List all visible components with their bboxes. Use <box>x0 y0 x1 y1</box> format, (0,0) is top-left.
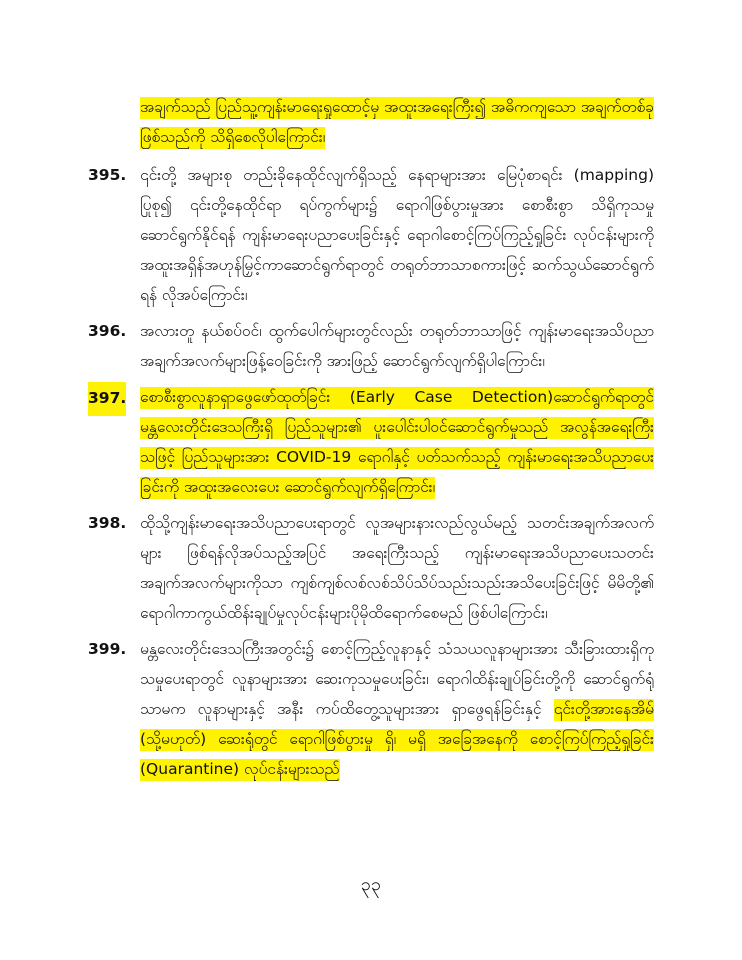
paragraph-number: 398. <box>88 514 127 532</box>
paragraph-395 <box>88 160 654 310</box>
paragraph-398 <box>88 508 654 628</box>
paragraph-number: 395. <box>88 166 127 184</box>
highlighted-text: အချက်သည် ပြည်သူ့ကျန်းမာရေးရှုထောင့်မှ အထူးအရေးကြီး၍ အဓိကကျသော အချက်တစ်ခုဖြစ်သည်ကို သိရှိစေလိုပါကြောင်း၊ <box>140 97 654 149</box>
paragraph-number: 396. <box>88 322 127 340</box>
paragraph-number: 399. <box>88 640 127 658</box>
paragraph-continuation <box>88 92 654 152</box>
highlighted-text: စောစီးစွာလူနာရှာဖွေဖော်ထုတ်ခြင်း (Early Case Detection)ဆောင်ရွက်ရာတွင် မန္တလေးတိုင်းဒေသကြီးရှိ ပြည်သူများ၏ ပူးပေါင်းပါဝင်ဆောင်ရွက်မှုသည် အလွန်အရေးကြီးသဖြင့် ပြည်သူများအား COVID-19 ရောဂါနှင့် ပတ်သက်သည့် ကျန်းမာရေးအသိပညာပေးခြင်းကို အထူးအလေးပေး ဆောင်ရွက်လျက်ရှိကြောင်း၊ <box>140 387 654 499</box>
paragraph-number: 397. <box>88 382 126 416</box>
highlighted-text: ၎င်းတို့အားနေအိမ် (သို့မဟုတ်) ဆေးရုံတွင် ရောဂါဖြစ်ပွားမှု ရှိ၊ မရှိ အခြေအနေကို စောင့်ကြပ်ကြည့်ရှုခြင်း (Quarantine) လုပ်ငန်းများသည် <box>140 699 654 781</box>
paragraph-text: ၎င်းတို့ အများစု တည်းခိုနေထိုင်လျက်ရှိသည့် နေရာများအား မြေပုံစာရင်း (mapping) ပြုစု၍ ၎င်းတို့နေထိုင်ရာ ရပ်ကွက်များ၌ ရောဂါဖြစ်ပွားမှုအား စောစီးစွာ သိရှိကုသမှု ဆောင်ရွက်နိုင်ရန် ကျန်းမာရေးပညာပေးခြင်းနှင့် ရောဂါစောင့်ကြပ်ကြည့်ရှုခြင်း လုပ်ငန်းများကို အထူးအရှိန်အဟုန်မြှင့်ကာဆောင်ရွက်ရာတွင် တရုတ်ဘာသာစကားဖြင့် ဆက်သွယ်ဆောင်ရွက်ရန် လိုအပ်ကြောင်း၊ <box>140 166 654 304</box>
page-number: ၃၃ <box>360 874 382 895</box>
paragraph-396 <box>88 316 654 376</box>
paragraph-text: အလားတူ နယ်စပ်ဝင်၊ ထွက်ပေါက်များတွင်လည်း တရုတ်ဘာသာဖြင့် ကျန်းမာရေးအသိပညာအချက်အလက်များဖြန့်ဝေခြင်းကို အားဖြည့် ဆောင်ရွက်လျက်ရှိပါကြောင်း၊ <box>140 322 654 370</box>
paragraph-text: မန္တလေးတိုင်းဒေသကြီးအတွင်း၌ စောင့်ကြည့်လူနာနှင့် သံသယလူနာများအား သီးခြားထားရှိကုသမှုပေးရာတွင် လူနာများအား ဆေးကုသမှုပေးခြင်း၊ ရောဂါထိန်းချုပ်ခြင်းတို့ကို ဆောင်ရွက်ရုံသာမက လူနာများနှင့် အနီး ကပ်ထိတွေ့သူများအား ရှာဖွေရန်ခြင်းနှင့် <box>140 640 654 718</box>
paragraph-399 <box>88 634 654 784</box>
paragraph-397 <box>88 382 654 502</box>
paragraph-text: ထိုသို့ကျန်းမာရေးအသိပညာပေးရာတွင် လူအများနားလည်လွယ်မည့် သတင်းအချက်အလက်များ ဖြစ်ရန်လိုအပ်သည့်အပြင် အရေးကြီးသည့် ကျန်းမာရေးအသိပညာပေးသတင်း အချက်အလက်များကိုသာ ကျစ်ကျစ်လစ်လစ်သိပ်သိပ်သည်းသည်းအသိပေးခြင်းဖြင့် မိမိတို့၏ ရောဂါကာကွယ်ထိန်းချုပ်မှုလုပ်ငန်းများပိုမိုထိရောက်စေမည် ဖြစ်ပါကြောင်း၊ <box>140 514 654 622</box>
